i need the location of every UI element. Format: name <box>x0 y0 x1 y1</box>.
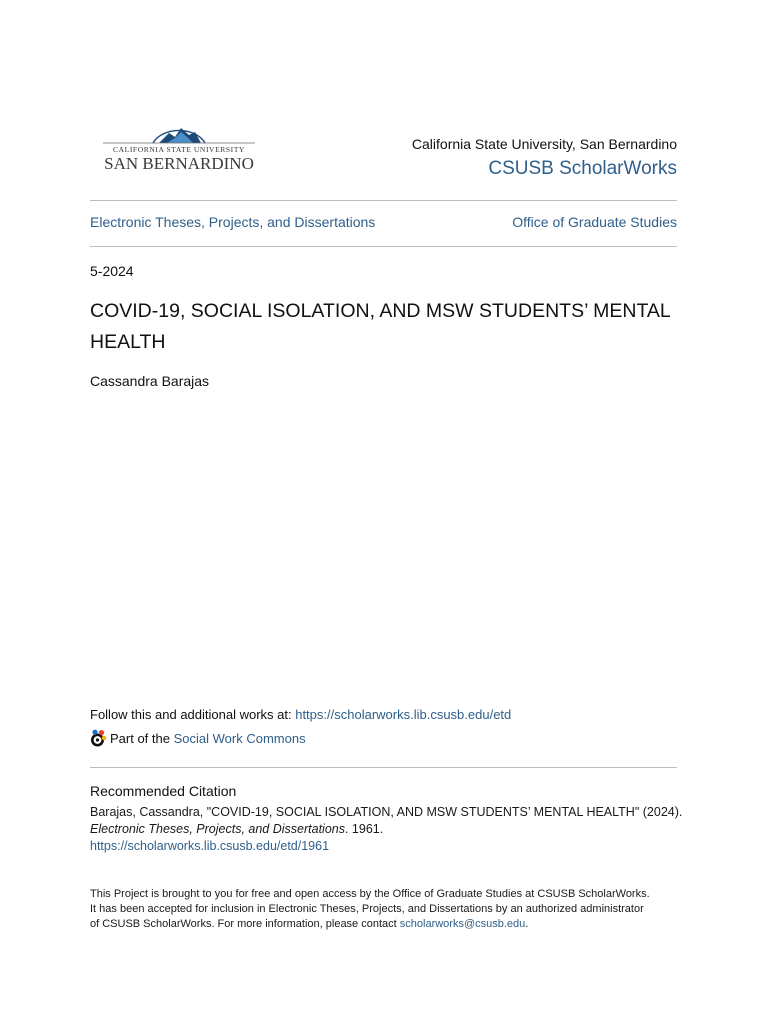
document-title: COVID-19, SOCIAL ISOLATION, AND MSW STUDENTS’ MENTAL HEALTH <box>90 300 671 353</box>
logo-line1: CALIFORNIA STATE UNIVERSITY <box>113 145 245 154</box>
footer-line3-prefix: of CSUSB ScholarWorks. For more information, please contact <box>90 918 400 930</box>
header-divider <box>90 200 677 201</box>
citation-series: Electronic Theses, Projects, and Dissertations <box>90 822 345 836</box>
footer-line2: It has been accepted for inclusion in Electronic Theses, Projects, and Dissertations by an authorized administrator <box>90 903 644 915</box>
citation-block <box>90 804 690 855</box>
part-of-line <box>90 729 306 748</box>
follow-url-link[interactable]: https://scholarworks.lib.csusb.edu/etd <box>295 707 512 722</box>
footer-line3 <box>90 917 690 932</box>
social-work-commons-link[interactable]: Social Work Commons <box>173 731 306 746</box>
csusb-logo <box>101 121 257 173</box>
publication-date: 5-2024 <box>90 263 134 279</box>
institution-block <box>412 136 677 180</box>
author-name: Cassandra Barajas <box>90 373 210 389</box>
collection-link[interactable]: Electronic Theses, Projects, and Dissertations <box>90 214 376 230</box>
commons-network-icon <box>90 729 107 748</box>
footer-line1: This Project is brought to you for free and open access by the Office of Graduate Studies at CSUSB ScholarWorks. <box>90 888 650 900</box>
follow-line <box>90 707 511 722</box>
citation-divider <box>90 767 677 768</box>
office-link[interactable]: Office of Graduate Studies <box>512 214 677 230</box>
part-of-prefix: Part of the <box>110 731 170 746</box>
repository-link[interactable]: CSUSB ScholarWorks <box>488 158 677 179</box>
institution-name: California State University, San Bernardino <box>411 136 677 152</box>
follow-prefix: Follow this and additional works at: <box>90 707 296 722</box>
citation-number: . 1961. <box>344 822 384 836</box>
footer-line3-suffix: . <box>525 918 529 930</box>
citation-url-link[interactable]: https://scholarworks.lib.csusb.edu/etd/1961 <box>90 839 330 853</box>
mountain-logo-icon <box>101 121 257 173</box>
citation-heading: Recommended Citation <box>90 783 237 799</box>
contact-email-link[interactable]: scholarworks@csusb.edu <box>399 918 526 930</box>
logo-line2: SAN BERNARDINO <box>104 154 254 173</box>
citation-line1: Barajas, Cassandra, "COVID-19, SOCIAL ISOLATION, AND MSW STUDENTS’ MENTAL HEALTH" (2024). <box>90 805 683 819</box>
nav-divider <box>90 246 677 247</box>
access-statement <box>90 887 690 932</box>
citation-line2 <box>90 821 690 838</box>
